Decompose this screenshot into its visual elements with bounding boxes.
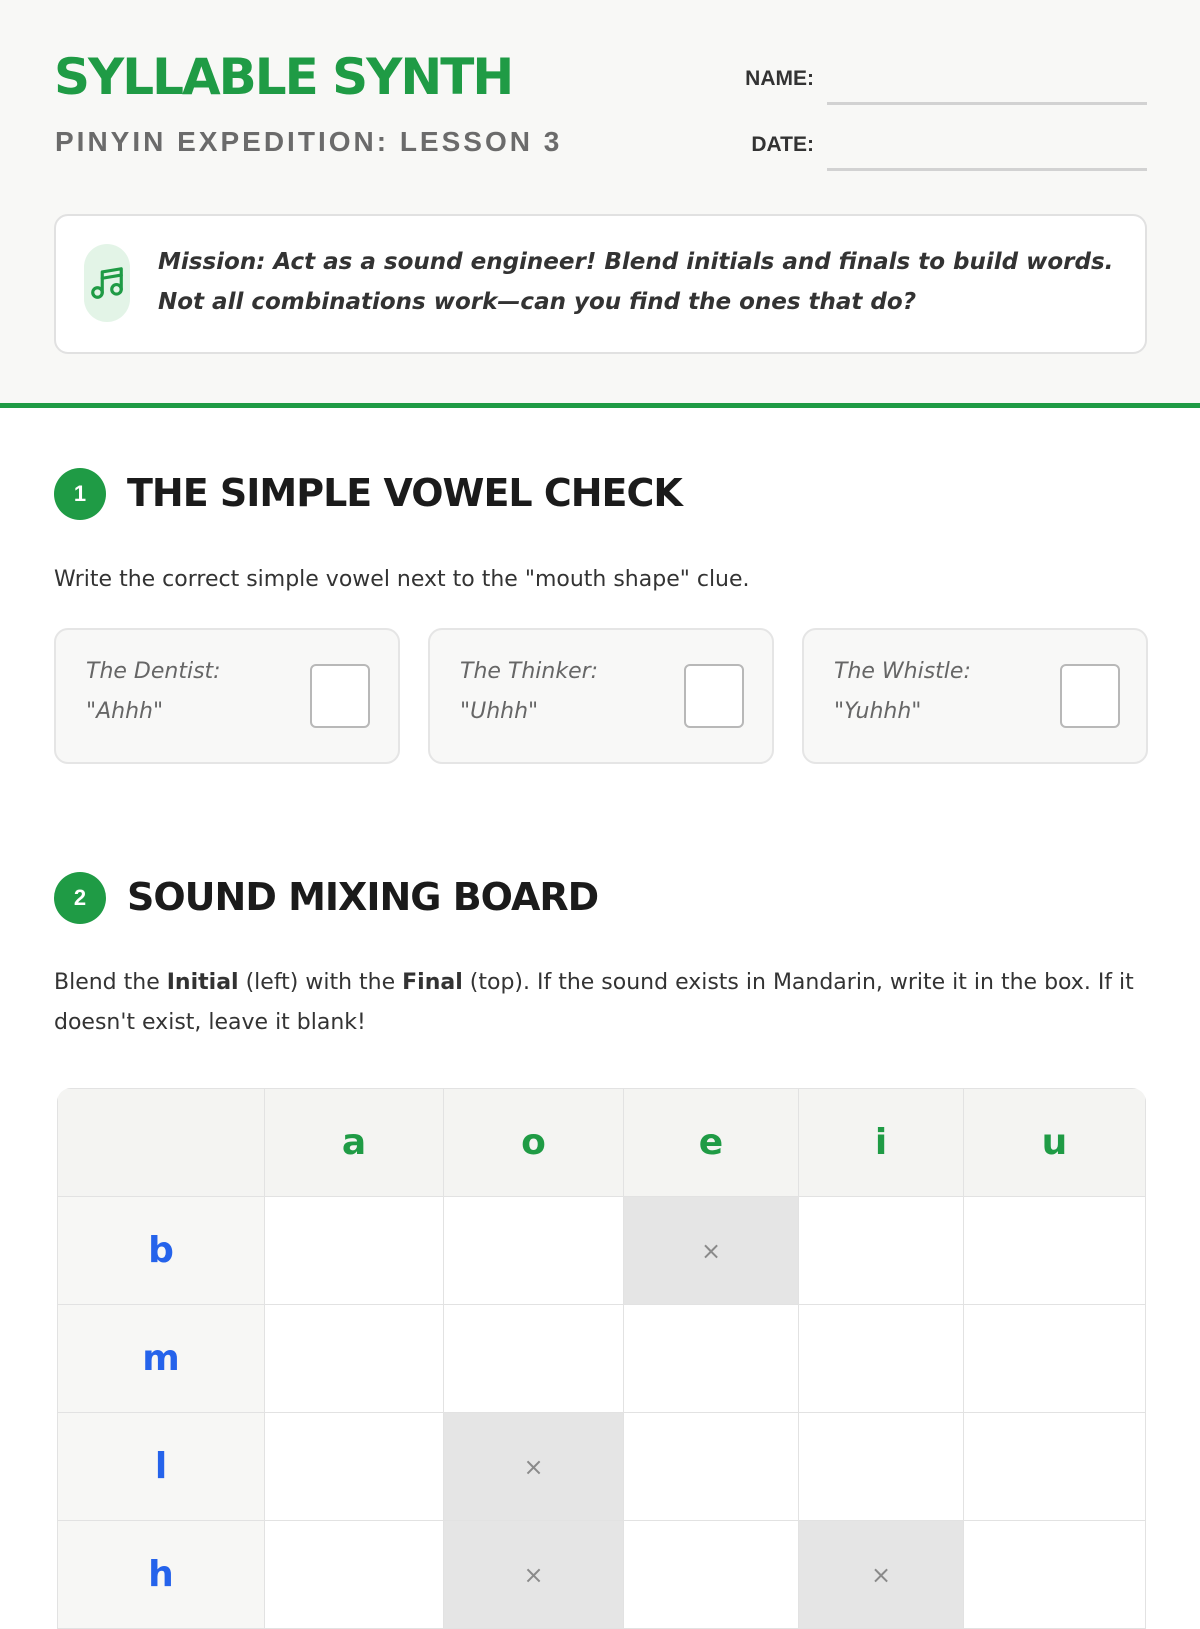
answer-cell[interactable] — [624, 1413, 799, 1521]
clue-label: The Dentist: — [86, 659, 221, 684]
worksheet-header — [0, 0, 1200, 408]
initial-cell: l — [58, 1413, 265, 1521]
clue-card — [428, 628, 774, 764]
name-label: NAME: — [745, 67, 814, 90]
clue-label: The Whistle: — [834, 659, 971, 684]
name-field[interactable] — [827, 102, 1147, 105]
answer-box[interactable] — [310, 664, 370, 728]
final-header: i — [799, 1089, 964, 1197]
initial-cell: m — [58, 1305, 265, 1413]
answer-cell[interactable] — [265, 1305, 444, 1413]
answer-cell[interactable] — [799, 1197, 964, 1305]
answer-box[interactable] — [684, 664, 744, 728]
clue-sound: "Yuhhh" — [834, 699, 922, 724]
section-1-instruction: Write the correct simple vowel next to the "mouth shape" clue. — [54, 567, 750, 592]
clue-sound: "Uhhh" — [460, 699, 539, 724]
date-label: DATE: — [751, 133, 814, 156]
blocked-cell: × — [444, 1521, 624, 1629]
table-row — [58, 1305, 1146, 1413]
initial-cell: h — [58, 1521, 265, 1629]
clue-card — [802, 628, 1148, 764]
clue-sound: "Ahhh" — [86, 699, 164, 724]
mixing-board-table — [57, 1088, 1146, 1629]
date-field[interactable] — [827, 168, 1147, 171]
blocked-cell: × — [799, 1521, 964, 1629]
answer-cell[interactable] — [265, 1197, 444, 1305]
section-1-title: THE SIMPLE VOWEL CHECK — [127, 471, 682, 515]
section-1-number: 1 — [54, 468, 106, 520]
final-header: u — [964, 1089, 1146, 1197]
answer-box[interactable] — [1060, 664, 1120, 728]
answer-cell[interactable] — [624, 1521, 799, 1629]
final-header: e — [624, 1089, 799, 1197]
section-2-number: 2 — [54, 872, 106, 924]
mission-text: Mission: Act as a sound engineer! Blend initials and finals to build words. Not all combinations work—can you find the ones that do? — [158, 249, 1114, 315]
worksheet-subtitle: PINYIN EXPEDITION: LESSON 3 — [55, 126, 563, 157]
finals-header-row — [58, 1089, 1146, 1197]
final-header: o — [444, 1089, 624, 1197]
answer-cell[interactable] — [265, 1521, 444, 1629]
final-header: a — [265, 1089, 444, 1197]
blocked-cell: × — [624, 1197, 799, 1305]
table-row — [58, 1521, 1146, 1629]
answer-cell[interactable] — [624, 1305, 799, 1413]
clue-text — [86, 652, 221, 732]
music-note-icon — [84, 244, 130, 322]
answer-cell[interactable] — [444, 1305, 624, 1413]
section-2-title: SOUND MIXING BOARD — [127, 875, 599, 919]
worksheet-title: SYLLABLE SYNTH — [54, 48, 513, 106]
answer-cell[interactable] — [964, 1305, 1146, 1413]
clue-card — [54, 628, 400, 764]
initial-cell: b — [58, 1197, 265, 1305]
answer-cell[interactable] — [444, 1197, 624, 1305]
section-2-instruction: Blend the Initial (left) with the Final (top). If the sound exists in Mandarin, write it in the box. If it doesn't exist, leave it blank! — [54, 970, 1134, 1035]
blocked-cell: × — [444, 1413, 624, 1521]
mission-box — [54, 214, 1147, 354]
answer-cell[interactable] — [964, 1521, 1146, 1629]
clue-text — [460, 652, 598, 732]
table-row — [58, 1197, 1146, 1305]
clue-label: The Thinker: — [460, 659, 599, 684]
table-row — [58, 1413, 1146, 1521]
corner-cell — [58, 1089, 265, 1197]
answer-cell[interactable] — [265, 1413, 444, 1521]
answer-cell[interactable] — [799, 1305, 964, 1413]
answer-cell[interactable] — [964, 1413, 1146, 1521]
answer-cell[interactable] — [799, 1413, 964, 1521]
clue-text — [834, 652, 971, 732]
answer-cell[interactable] — [964, 1197, 1146, 1305]
